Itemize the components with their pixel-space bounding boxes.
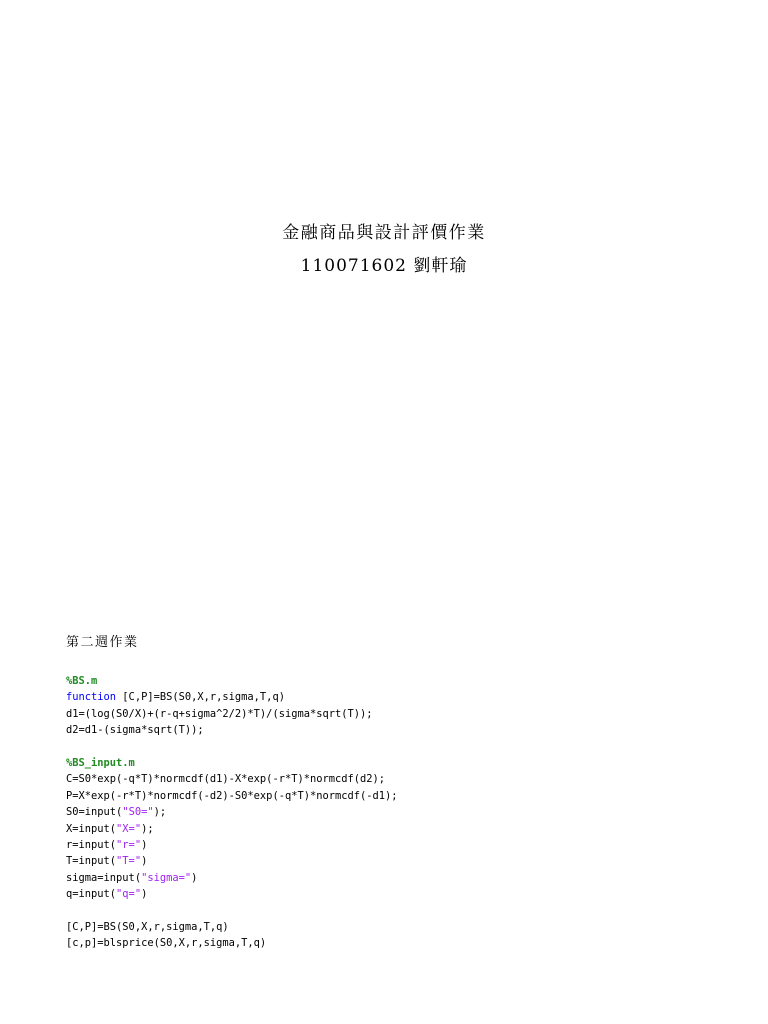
code-line bbox=[66, 771, 726, 787]
code-token-plain: q=input( bbox=[66, 888, 117, 901]
code-line bbox=[66, 886, 726, 902]
code-token-plain: ) bbox=[191, 871, 198, 884]
code-token-plain: d1=(log(S0/X)+(r-q+sigma^2/2)*T)/(sigma*sqrt(T)); bbox=[66, 707, 373, 720]
code-token-plain: r=input( bbox=[66, 838, 117, 851]
code-line bbox=[66, 935, 726, 951]
code-line bbox=[66, 804, 726, 820]
code-token-plain: C=S0*exp(-q*T)*normcdf(d1)-X*exp(-r*T)*normcdf(d2); bbox=[66, 773, 386, 786]
code-line bbox=[66, 755, 726, 771]
code-token-string: "sigma=" bbox=[141, 871, 192, 884]
code-token-plain: sigma=input( bbox=[66, 871, 142, 884]
code-token-plain: [C,P]=BS(S0,X,r,sigma,T,q) bbox=[66, 920, 229, 933]
code-token-plain: ) bbox=[141, 888, 148, 901]
code-block bbox=[66, 673, 726, 952]
code-token-comment: %BS.m bbox=[66, 675, 98, 687]
code-line bbox=[66, 821, 726, 837]
code-token-string: "X=" bbox=[116, 822, 142, 835]
code-line bbox=[66, 853, 726, 869]
code-line bbox=[66, 739, 726, 755]
code-line bbox=[66, 706, 726, 722]
code-token-plain: ); bbox=[153, 806, 167, 819]
code-token-plain: X=input( bbox=[66, 822, 117, 835]
section-heading: 第二週作業 bbox=[66, 635, 139, 650]
code-line bbox=[66, 788, 726, 804]
code-token-string: "T=" bbox=[116, 855, 142, 868]
code-token-plain: ); bbox=[141, 822, 154, 835]
code-token-plain: ) bbox=[141, 855, 148, 868]
code-token-plain: [C,P]=BS(S0,X,r,sigma,T,q) bbox=[116, 691, 285, 704]
code-line bbox=[66, 689, 726, 705]
code-line bbox=[66, 870, 726, 886]
code-line bbox=[66, 722, 726, 738]
code-line bbox=[66, 837, 726, 853]
code-line bbox=[66, 673, 726, 689]
code-token-plain: ) bbox=[141, 838, 148, 851]
code-token-plain: S0=input( bbox=[66, 806, 123, 819]
code-token-string: "r=" bbox=[116, 838, 142, 851]
code-line bbox=[66, 902, 726, 918]
code-token-plain: T=input( bbox=[66, 855, 117, 868]
code-line bbox=[66, 919, 726, 935]
code-token-string: "q=" bbox=[116, 888, 142, 901]
document-title: 金融商品與設計評價作業 bbox=[282, 223, 486, 243]
code-token-comment: %BS_input.m bbox=[66, 756, 135, 769]
code-token-plain: [c,p]=blsprice(S0,X,r,sigma,T,q) bbox=[66, 937, 267, 950]
code-token-keyword: function bbox=[66, 691, 117, 704]
code-token-string: "S0=" bbox=[122, 806, 154, 819]
student-id-and-name: 110071602 劉軒瑜 bbox=[300, 256, 468, 276]
code-token-plain: P=X*exp(-r*T)*normcdf(-d2)-S0*exp(-q*T)*normcdf(-d1); bbox=[66, 789, 398, 802]
code-token-plain: d2=d1-(sigma*sqrt(T)); bbox=[66, 724, 204, 737]
